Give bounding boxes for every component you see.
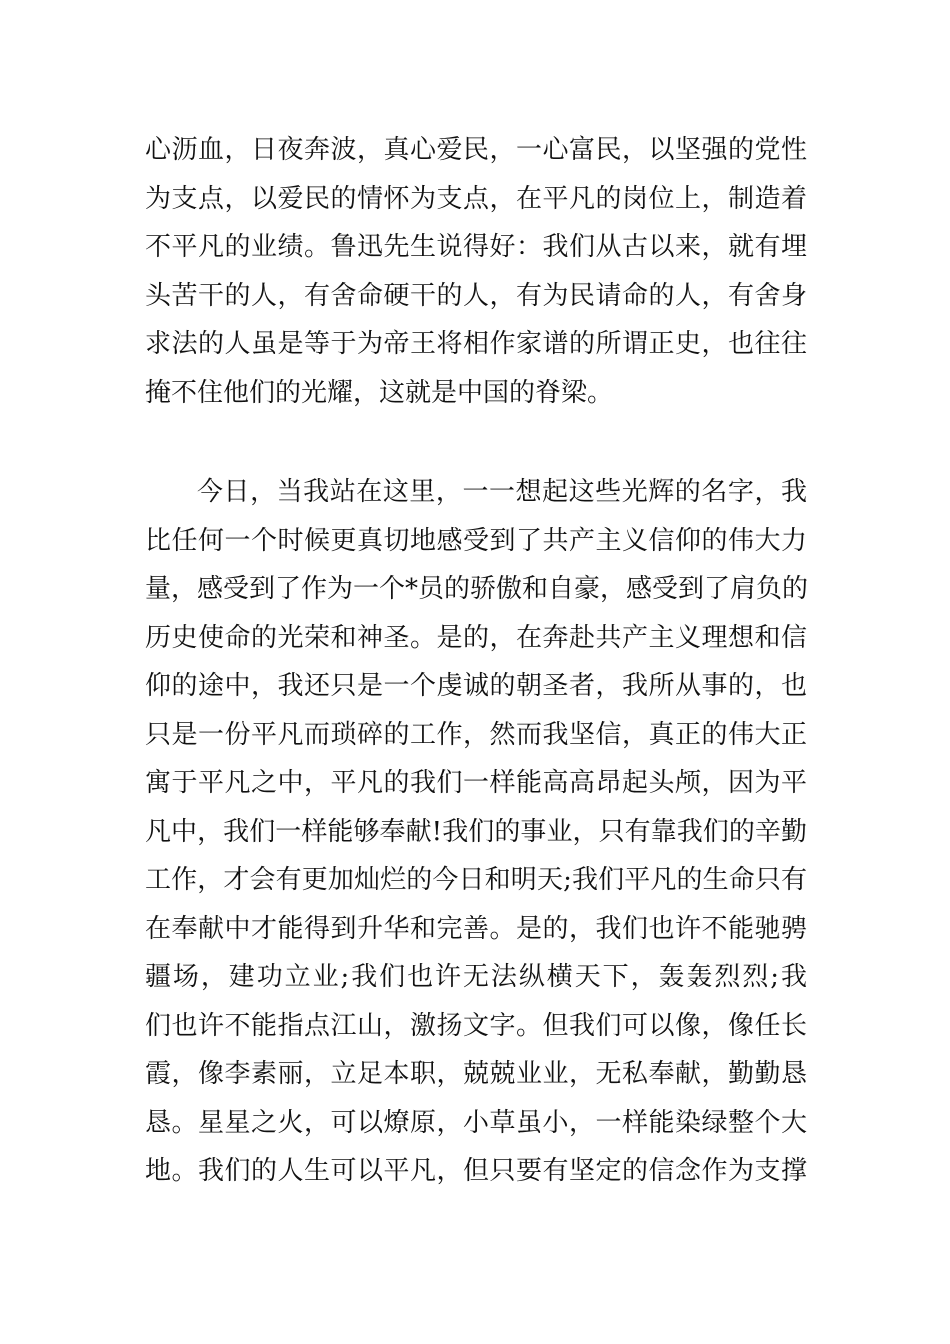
paragraph-line: 量，感受到了作为一个*员的骄傲和自豪，感受到了肩负的 bbox=[145, 574, 809, 604]
paragraph-line: 不平凡的业绩。鲁迅先生说得好：我们从古以来，就有埋 bbox=[145, 232, 807, 262]
paragraph-line: 疆场，建功立业;我们也许无法纵横天下，轰轰烈烈;我 bbox=[145, 962, 807, 992]
paragraph-line: 们也许不能指点江山，激扬文字。但我们可以像，像任长 bbox=[145, 1010, 807, 1041]
paragraph-line: 历史使命的光荣和神圣。是的，在奔赴共产主义理想和信 bbox=[145, 622, 807, 653]
paragraph-line: 头苦干的人，有舍命硬干的人，有为民请命的人，有舍身 bbox=[145, 280, 807, 311]
paragraph-line: 凡中，我们一样能够奉献!我们的事业，只有靠我们的辛勤 bbox=[145, 816, 807, 847]
paragraph-line: 霞，像李素丽，立足本职，兢兢业业，无私奉献，勤勤恳 bbox=[145, 1059, 807, 1089]
paragraph-line: 地。我们的人生可以平凡，但只要有坚定的信念作为支撑 bbox=[145, 1156, 807, 1186]
paragraph-line: 求法的人虽是等于为帝王将相作家谱的所谓正史，也往往 bbox=[145, 329, 807, 359]
paragraph-line: 今日，当我站在这里，一一想起这些光辉的名字，我 bbox=[197, 477, 807, 507]
paragraph-line: 在奉献中才能得到升华和完善。是的，我们也许不能驰骋 bbox=[145, 913, 807, 944]
paragraph-line: 心沥血，日夜奔波，真心爱民，一心富民，以坚强的党性 bbox=[145, 135, 807, 165]
paragraph-2 bbox=[145, 468, 807, 1196]
paragraph-line: 为支点，以爱民的情怀为支点，在平凡的岗位上，制造着 bbox=[145, 183, 807, 214]
paragraph-line: 比任何一个时候更真切地感受到了共产主义信仰的伟大力 bbox=[145, 525, 807, 556]
paragraph-line: 恳。星星之火，可以燎原，小草虽小，一样能染绿整个大 bbox=[145, 1107, 807, 1138]
paragraph-line: 只是一份平凡而琐碎的工作，然而我坚信，真正的伟大正 bbox=[145, 719, 807, 750]
paragraph-line: 仰的途中，我还只是一个虔诚的朝圣者，我所从事的，也 bbox=[145, 671, 807, 701]
paragraph-line: 工作，才会有更加灿烂的今日和明天;我们平凡的生命只有 bbox=[145, 865, 807, 895]
paragraph-line: 寓于平凡之中，平凡的我们一样能高高昂起头颅，因为平 bbox=[145, 768, 807, 798]
paragraph-1 bbox=[145, 126, 807, 417]
paragraph-line: 掩不住他们的光耀，这就是中国的脊梁。 bbox=[145, 377, 614, 408]
